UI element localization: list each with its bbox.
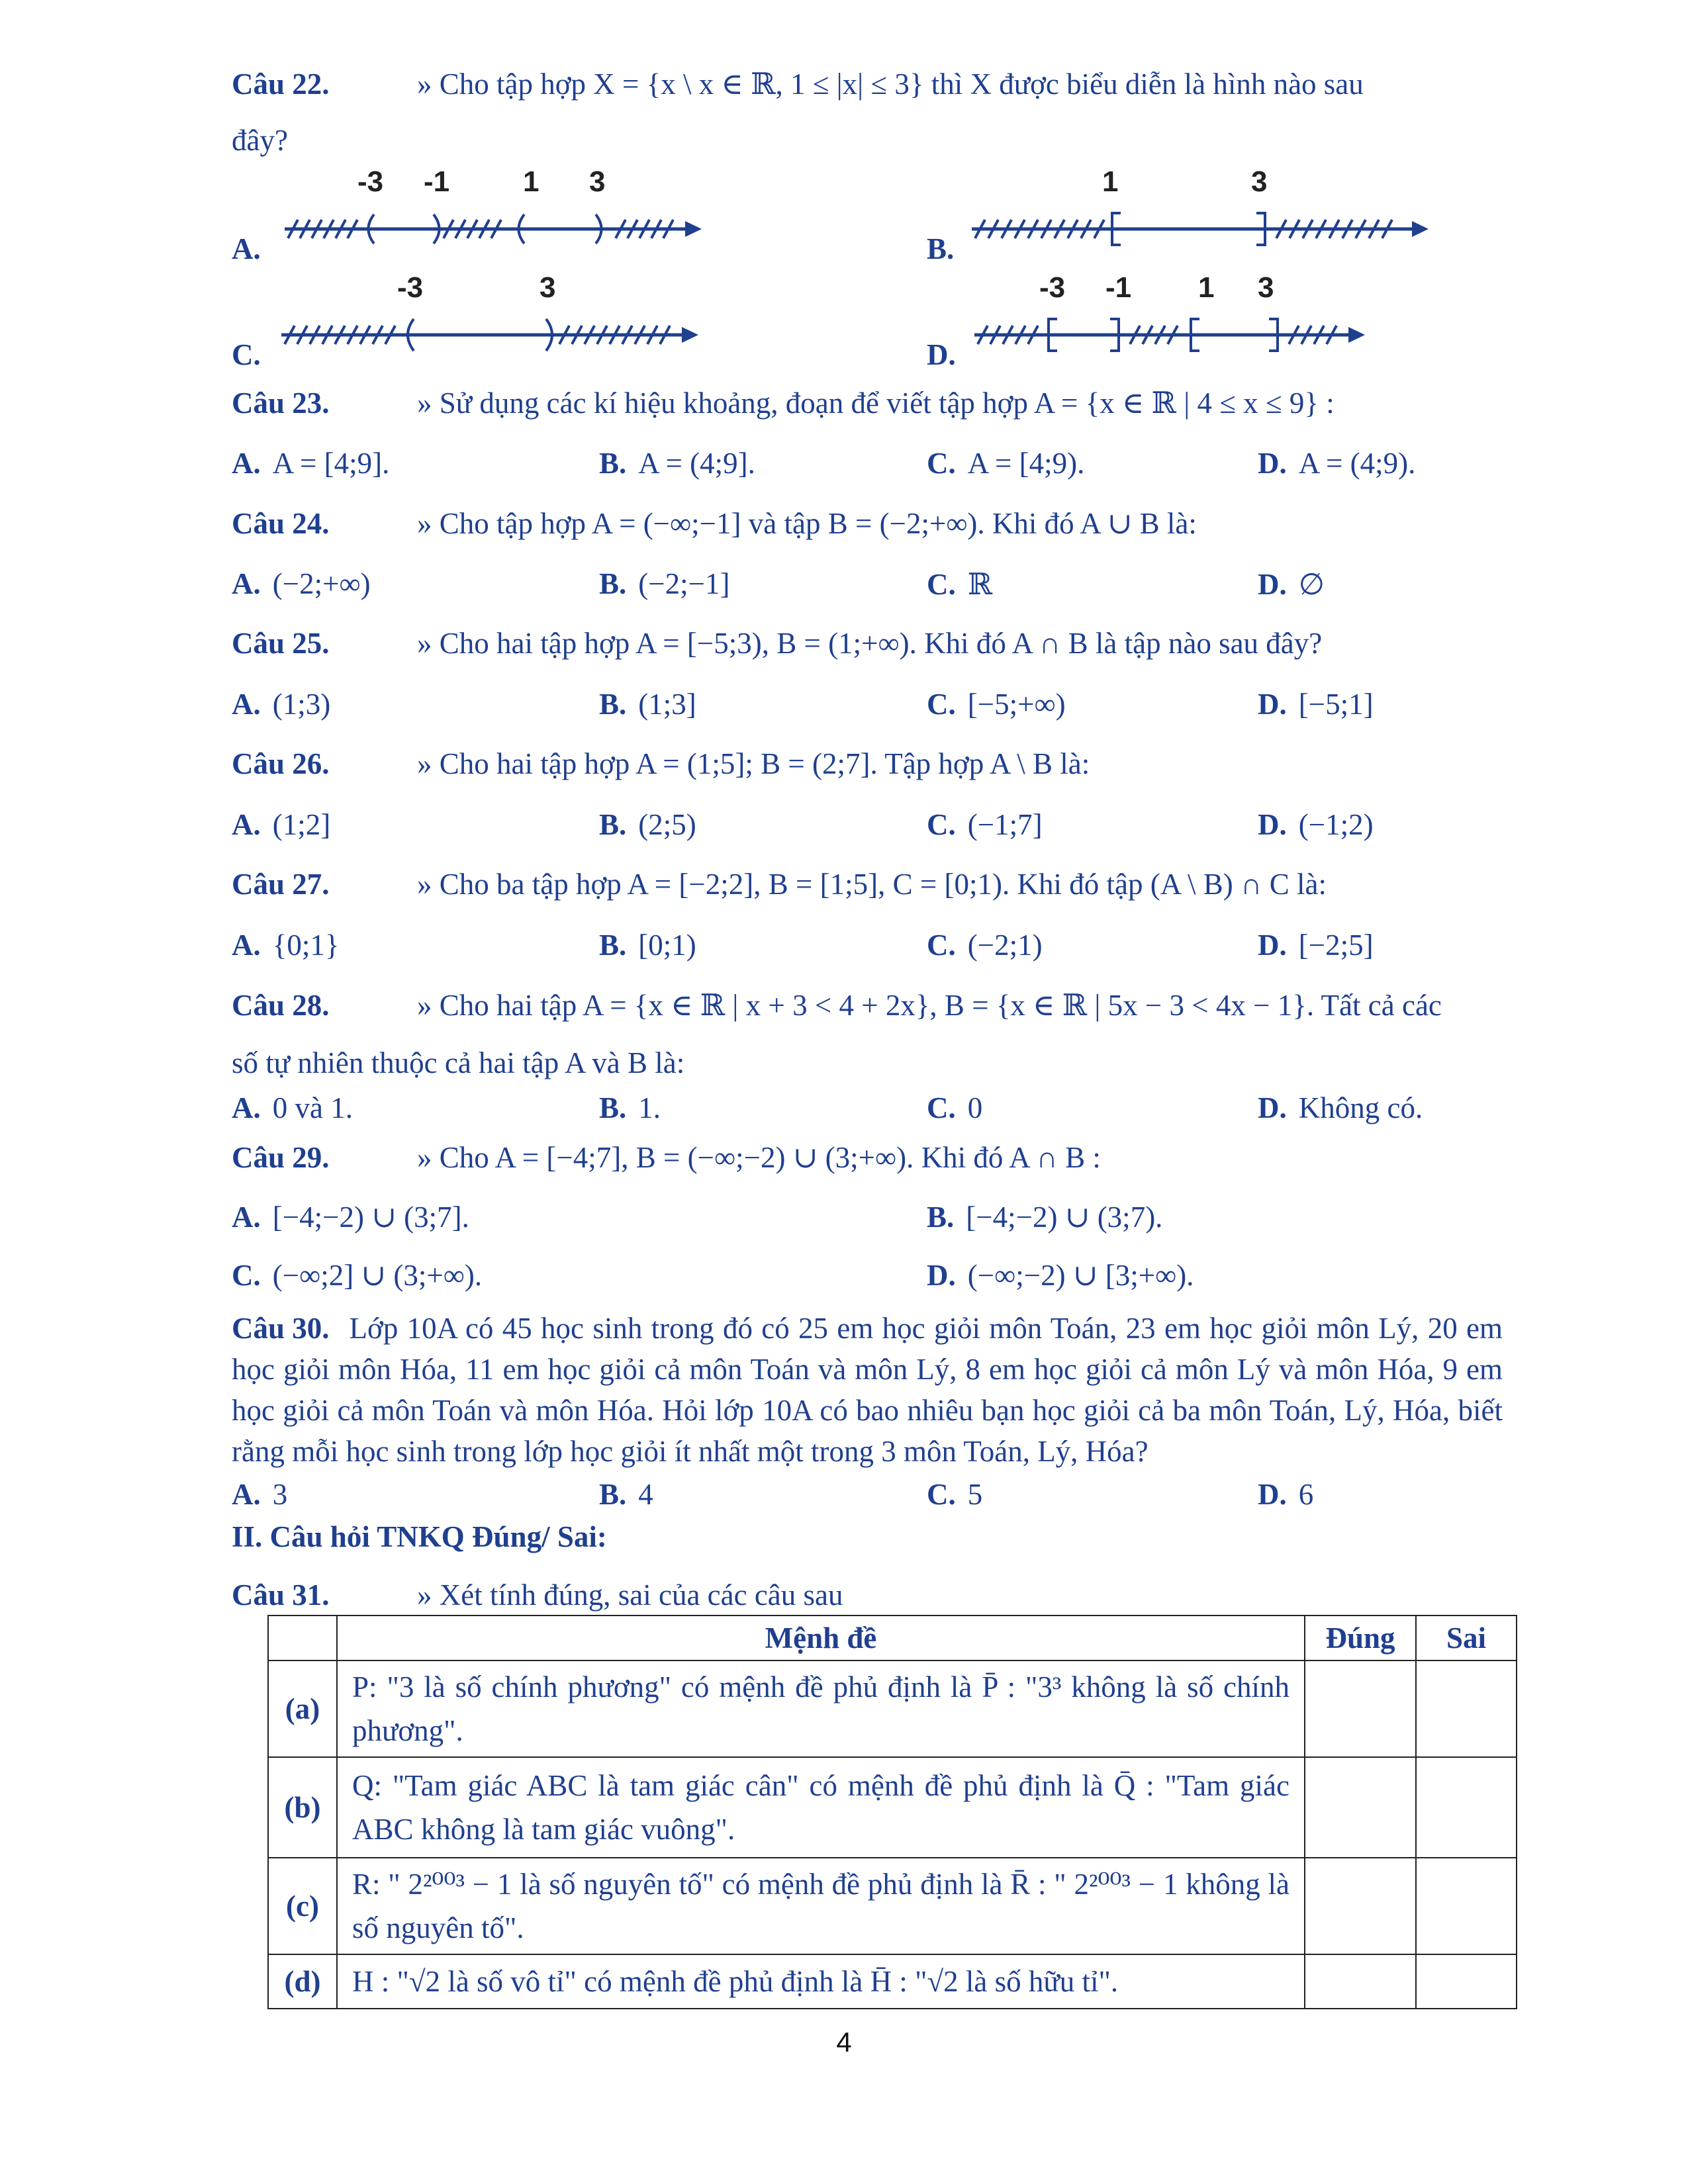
row-statement: H : "√2 là số vô tỉ" có mệnh đề phủ định là H̄ : "√2 là số hữu tỉ". <box>337 1954 1305 2009</box>
question-28-cont <box>232 1046 1503 1080</box>
option-b[interactable]: B. 4 <box>599 1478 653 1511</box>
options-row <box>232 1199 1503 1239</box>
option-b[interactable]: B. (−2;−1] <box>599 567 730 600</box>
question-text: » Cho tập hợp A = (−∞;−1] và tập B = (−2;+∞). Khi đó A ∪ B là: <box>417 507 1197 540</box>
tick-label: -1 <box>424 165 450 198</box>
header-statement: Mệnh đề <box>337 1615 1305 1661</box>
question-text: » Sử dụng các kí hiệu khoảng, đoạn để viết tập hợp A = {x ∈ ℝ | 4 ≤ x ≤ 9} : <box>417 387 1335 420</box>
question-number: Câu 23. <box>232 387 330 420</box>
number-line-graphic <box>972 205 1435 251</box>
true-cell[interactable] <box>1305 1661 1416 1757</box>
question-text: Lớp 10A có 45 học sinh trong đó có 25 em học giỏi môn Toán, 23 em học giỏi môn Lý, 20 em học giỏi môn Hóa, 11 em học giỏi cả môn Toán và môn Lý, 8 em học giỏi cả môn Lý và môn Hóa, 9 em học giỏi cả môn Toán và môn Hóa. Hỏi lớp 10A có bao nhiêu bạn học giỏi cả ba môn Toán, Lý, Hóa, biết rằng mỗi học sinh trong lớp học giỏi ít nhất một trong 3 môn Toán, Lý, Hóa? <box>232 1312 1503 1468</box>
table-row <box>268 1757 1517 1858</box>
option-b[interactable]: B. 1. <box>599 1091 661 1124</box>
option-letter: A. <box>232 232 261 265</box>
number-line-option-a <box>232 165 708 265</box>
question-27 <box>232 867 1503 901</box>
row-statement: R: " 2²⁰⁰³ − 1 là số nguyên tố" có mệnh đề phủ định là R̄ : " 2²⁰⁰³ − 1 không là số nguyên tố". <box>337 1858 1305 1954</box>
tick-label: -3 <box>397 271 424 304</box>
option-a[interactable]: A. [−4;−2) ∪ (3;7]. <box>232 1201 469 1234</box>
option-a[interactable]: A. 0 và 1. <box>232 1091 353 1124</box>
option-a[interactable]: A. (1;3) <box>232 688 331 721</box>
question-text: » Cho hai tập hợp A = [−5;3), B = (1;+∞). Khi đó A ∩ B là tập nào sau đây? <box>417 627 1323 660</box>
option-d[interactable]: D. ∅ <box>1258 568 1325 601</box>
option-d[interactable]: D. [−2;5] <box>1258 929 1374 962</box>
question-number: Câu 28. <box>232 989 330 1022</box>
option-c[interactable]: C. A = [4;9). <box>927 447 1085 480</box>
question-number: Câu 26. <box>232 747 330 780</box>
number-line-graphic <box>285 205 708 251</box>
header-false: Sai <box>1416 1615 1517 1661</box>
option-d[interactable]: D. (−∞;−2) ∪ [3;+∞). <box>927 1259 1194 1292</box>
number-line-option-c <box>232 271 708 371</box>
option-c[interactable]: C. [−5;+∞) <box>927 688 1066 721</box>
tick-label: 1 <box>1102 165 1119 198</box>
number-line-option-b <box>927 165 1456 265</box>
false-cell[interactable] <box>1416 1858 1517 1954</box>
question-30 <box>232 1308 1503 1472</box>
question-24 <box>232 506 1503 541</box>
option-b[interactable]: B. A = (4;9]. <box>599 447 755 480</box>
option-c[interactable]: C. (−2;1) <box>927 929 1043 962</box>
section-heading: II. Câu hỏi TNKQ Đúng/ Sai: <box>232 1520 607 1553</box>
tick-label: 3 <box>589 165 606 198</box>
tick-label: -3 <box>357 165 384 198</box>
question-text: » Xét tính đúng, sai của các câu sau <box>417 1578 843 1612</box>
option-a[interactable]: A. (−2;+∞) <box>232 567 371 600</box>
option-b[interactable]: B. (1;3] <box>599 688 696 721</box>
row-label: (d) <box>268 1954 337 2009</box>
row-label: (a) <box>268 1661 337 1757</box>
option-c[interactable]: C. (−1;7] <box>927 808 1043 841</box>
option-d[interactable]: D. 6 <box>1258 1478 1314 1511</box>
question-text: » Cho ba tập hợp A = [−2;2], B = [1;5], C = [0;1). Khi đó tập (A \ B) ∩ C là: <box>417 868 1327 901</box>
option-a[interactable]: A. (1;2] <box>232 808 331 841</box>
tick-label: 3 <box>1251 165 1268 198</box>
table-row <box>268 1954 1517 2009</box>
table-row <box>268 1858 1517 1954</box>
option-d[interactable]: D. A = (4;9). <box>1258 447 1416 480</box>
tick-label: 1 <box>523 165 539 198</box>
option-c[interactable]: C. (−∞;2] ∪ (3;+∞). <box>232 1259 483 1292</box>
row-statement: P: "3 là số chính phương" có mệnh đề phủ định là P̄ : "3³ không là số chính phương". <box>337 1661 1305 1757</box>
option-a[interactable]: A. A = [4;9]. <box>232 447 390 480</box>
option-b[interactable]: B. [0;1) <box>599 929 696 962</box>
option-letter: D. <box>927 338 956 371</box>
option-a[interactable]: A. {0;1} <box>232 929 340 962</box>
option-c[interactable]: C. 0 <box>927 1091 983 1124</box>
question-number: Câu 24. <box>232 507 330 540</box>
question-text-cont: đây? <box>232 124 288 157</box>
true-false-table <box>267 1615 1517 2009</box>
number-line-graphic <box>281 311 705 357</box>
question-text: » Cho hai tập hợp A = (1;5]; B = (2;7]. Tập hợp A \ B là: <box>417 747 1090 780</box>
question-28 <box>232 987 1503 1023</box>
question-text-cont: số tự nhiên thuộc cả hai tập A và B là: <box>232 1046 685 1079</box>
tick-label: 3 <box>1258 271 1274 304</box>
table-header-row <box>268 1615 1517 1661</box>
option-d[interactable]: D. [−5;1] <box>1258 688 1374 721</box>
true-cell[interactable] <box>1305 1954 1416 2009</box>
options-row <box>232 807 1503 847</box>
question-text: » Cho tập hợp X = {x \ x ∈ ℝ, 1 ≤ |x| ≤ 3} thì X được biểu diễn là hình nào sau <box>417 68 1364 101</box>
option-b[interactable]: B. (2;5) <box>599 808 696 841</box>
question-31 <box>232 1578 1503 1612</box>
false-cell[interactable] <box>1416 1954 1517 2009</box>
header-blank <box>268 1615 337 1661</box>
question-text: » Cho hai tập A = {x ∈ ℝ | x + 3 < 4 + 2x}, B = {x ∈ ℝ | 5x − 3 < 4x − 1}. Tất cả các <box>417 989 1442 1022</box>
header-true: Đúng <box>1305 1615 1416 1661</box>
question-number: Câu 29. <box>232 1141 330 1174</box>
page-number: 4 <box>836 2026 852 2058</box>
question-number: Câu 30. <box>232 1312 330 1345</box>
false-cell[interactable] <box>1416 1661 1517 1757</box>
option-b[interactable]: B. [−4;−2) ∪ (3;7). <box>927 1201 1163 1234</box>
question-text: » Cho A = [−4;7], B = (−∞;−2) ∪ (3;+∞). Khi đó A ∩ B : <box>417 1141 1101 1174</box>
tick-label: -3 <box>1039 271 1066 304</box>
tick-label: 1 <box>1198 271 1215 304</box>
question-number: Câu 25. <box>232 627 330 660</box>
question-25 <box>232 626 1503 660</box>
option-letter: B. <box>927 232 955 265</box>
question-number: Câu 31. <box>232 1578 330 1612</box>
options-row <box>232 928 1503 968</box>
row-label: (b) <box>268 1757 337 1858</box>
number-line-option-d <box>927 271 1403 371</box>
options-row <box>232 567 1503 606</box>
row-label: (c) <box>268 1858 337 1954</box>
option-d[interactable]: D. (−1;2) <box>1258 808 1374 841</box>
option-a[interactable]: A. 3 <box>232 1478 288 1511</box>
tick-label: 3 <box>539 271 556 304</box>
true-cell[interactable] <box>1305 1858 1416 1954</box>
options-row <box>232 1091 1503 1130</box>
question-23 <box>232 385 1503 420</box>
question-26 <box>232 747 1503 781</box>
question-number: Câu 22. <box>232 68 330 101</box>
options-row <box>232 446 1503 486</box>
row-statement: Q: "Tam giác ABC là tam giác cân" có mệnh đề phủ định là Q̄ : "Tam giác ABC không là tam giác vuông". <box>337 1757 1305 1858</box>
option-c[interactable]: C. 5 <box>927 1478 983 1511</box>
true-cell[interactable] <box>1305 1757 1416 1858</box>
option-letter: C. <box>232 338 261 371</box>
question-22-cont <box>232 123 1503 158</box>
question-29 <box>232 1140 1503 1175</box>
option-c[interactable]: C. ℝ <box>927 568 993 601</box>
question-number: Câu 27. <box>232 868 330 901</box>
number-line-graphic <box>974 311 1372 357</box>
option-d[interactable]: D. Không có. <box>1258 1091 1423 1124</box>
options-row <box>232 1257 1503 1297</box>
options-row <box>232 687 1503 727</box>
false-cell[interactable] <box>1416 1757 1517 1858</box>
options-row <box>232 1477 1503 1517</box>
table-row <box>268 1661 1517 1757</box>
tick-label: -1 <box>1105 271 1132 304</box>
question-22 <box>232 66 1503 101</box>
